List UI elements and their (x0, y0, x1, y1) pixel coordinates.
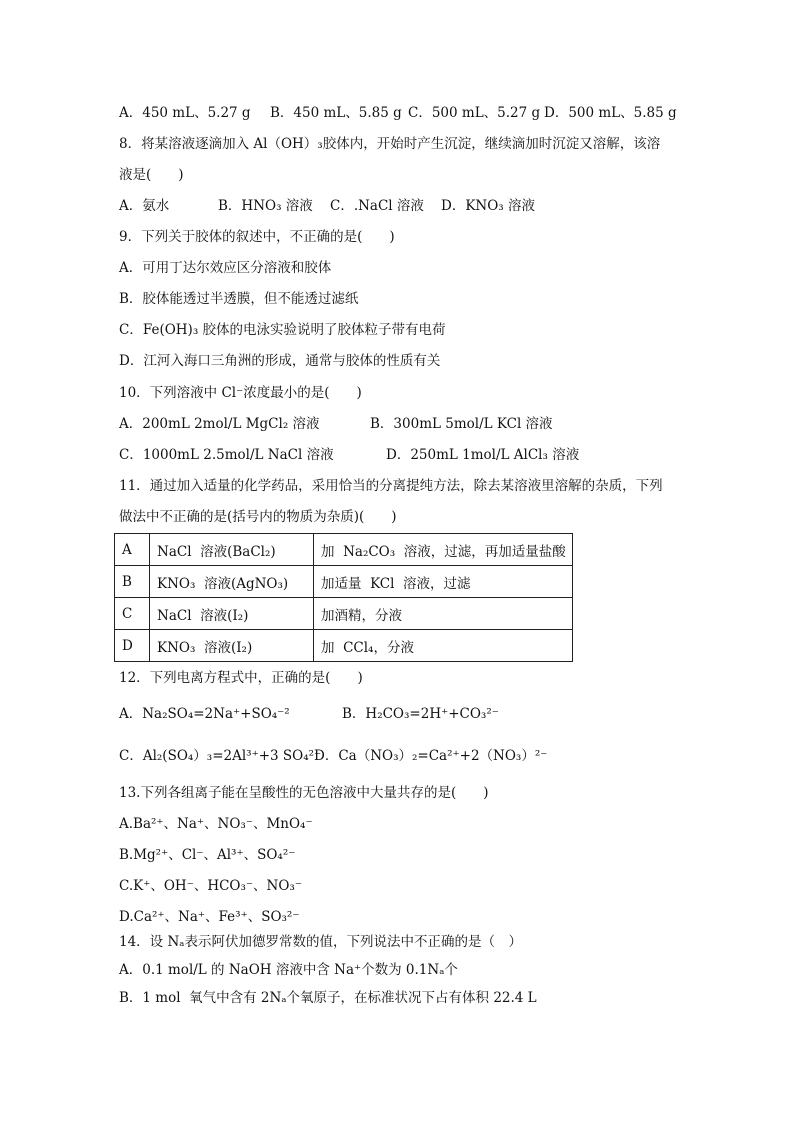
q10-option-a: A．200mL 2mol/L MgCl₂ 溶液 (119, 416, 320, 432)
q13-option-b: B.Mg²⁺、Cl⁻、Al³⁺、SO₄²⁻ (119, 847, 296, 863)
q9-stem: 9．下列关于胶体的叙述中，不正确的是( ) (119, 229, 395, 245)
q11-stem-line1: 11．通过加入适量的化学药品，采用恰当的分离提纯方法，除去某溶液里溶解的杂质，下列 (119, 478, 663, 494)
option-letter: D (115, 630, 150, 662)
q8-option-a: A．氨水 (119, 198, 170, 214)
q9-option-c: C．Fe(OH)₃ 胶体的电泳实验说明了胶体粒子带有电荷 (119, 322, 446, 338)
q10-option-d: D．250mL 1mol/L AlCl₃ 溶液 (386, 447, 580, 463)
q12-option-b: B．H₂CO₃=2H⁺+CO₃²⁻ (342, 706, 499, 722)
solution-cell: KNO₃ 溶液(AgNO₃) (150, 566, 314, 598)
method-cell: 加酒精，分液 (314, 598, 573, 630)
q10-stem: 10．下列溶液中 Cl⁻浓度最小的是( ) (119, 385, 362, 401)
q13-stem: 13.下列各组离子能在呈酸性的无色溶液中大量共存的是( ) (119, 785, 489, 801)
q7-option-c: C．500 mL、5.27 g (408, 105, 541, 121)
q7-option-a: A．450 mL、5.27 g (119, 105, 251, 121)
q7-option-b: B．450 mL、5.85 g (270, 105, 402, 121)
q12-option-c: C．Al₂(SO₄）₃=2Al³⁺+3 SO₄²⁻ (119, 748, 322, 764)
q7-option-d: D．500 mL、5.85 g (544, 105, 677, 121)
q8-option-c: C．.NaCl 溶液 (330, 198, 424, 214)
method-cell: 加 Na₂CO₃ 溶液，过滤，再加适量盐酸 (314, 534, 573, 566)
method-cell: 加适量 KCl 溶液，过滤 (314, 566, 573, 598)
q8-option-b: B．HNO₃ 溶液 (218, 198, 313, 214)
q8-stem-line2: 液是( ) (119, 167, 184, 183)
q14-option-a: A．0.1 mol/L 的 NaOH 溶液中含 Na⁺个数为 0.1Nₐ个 (119, 962, 458, 978)
table-row (115, 534, 573, 566)
table-row (115, 566, 573, 598)
table-row (115, 598, 573, 630)
solution-cell: NaCl 溶液(BaCl₂) (150, 534, 314, 566)
q9-option-b: B．胶体能透过半透膜，但不能透过滤纸 (119, 291, 359, 307)
q14-option-b: B．1 mol 氧气中含有 2Nₐ个氧原子，在标准状况下占有体积 22.4 L (119, 990, 537, 1006)
q12-option-a: A．Na₂SO₄=2Na⁺+SO₄⁻² (119, 706, 290, 722)
option-letter: B (115, 566, 150, 598)
q9-option-d: D．江河入海口三角洲的形成，通常与胶体的性质有关 (119, 353, 441, 369)
solution-cell: NaCl 溶液(I₂) (150, 598, 314, 630)
q12-option-d: D．Ca（NO₃）₂=Ca²⁺+2（NO₃）²⁻ (314, 748, 548, 764)
q8-option-d: D．KNO₃ 溶液 (441, 198, 535, 214)
q11-stem-line2: 做法中不正确的是(括号内的物质为杂质)( ) (119, 509, 397, 525)
q10-option-c: C．1000mL 2.5mol/L NaCl 溶液 (119, 447, 334, 463)
q9-option-a: A．可用丁达尔效应区分溶液和胶体 (119, 260, 332, 276)
method-cell: 加 CCl₄，分液 (314, 630, 573, 662)
table-row (115, 630, 573, 662)
q13-option-a: A.Ba²⁺、Na⁺、NO₃⁻、MnO₄⁻ (119, 816, 313, 832)
q8-stem-line1: 8．将某溶液逐滴加入 Al（OH）₃胶体内，开始时产生沉淀，继续滴加时沉淀又溶解，该溶 (119, 136, 661, 152)
q12-stem: 12．下列电离方程式中，正确的是( ) (119, 670, 363, 686)
q10-option-b: B．300mL 5mol/L KCl 溶液 (370, 416, 553, 432)
q13-option-d: D.Ca²⁺、Na⁺、Fe³⁺、SO₃²⁻ (119, 909, 300, 925)
q11-options-table (114, 533, 573, 662)
option-letter: A (115, 534, 150, 566)
option-letter: C (115, 598, 150, 630)
q13-option-c: C.K⁺、OH⁻、HCO₃⁻、NO₃⁻ (119, 878, 302, 894)
solution-cell: KNO₃ 溶液(I₂) (150, 630, 314, 662)
q14-stem: 14．设 Nₐ表示阿伏加德罗常数的值，下列说法中不正确的是（ ） (119, 934, 522, 950)
